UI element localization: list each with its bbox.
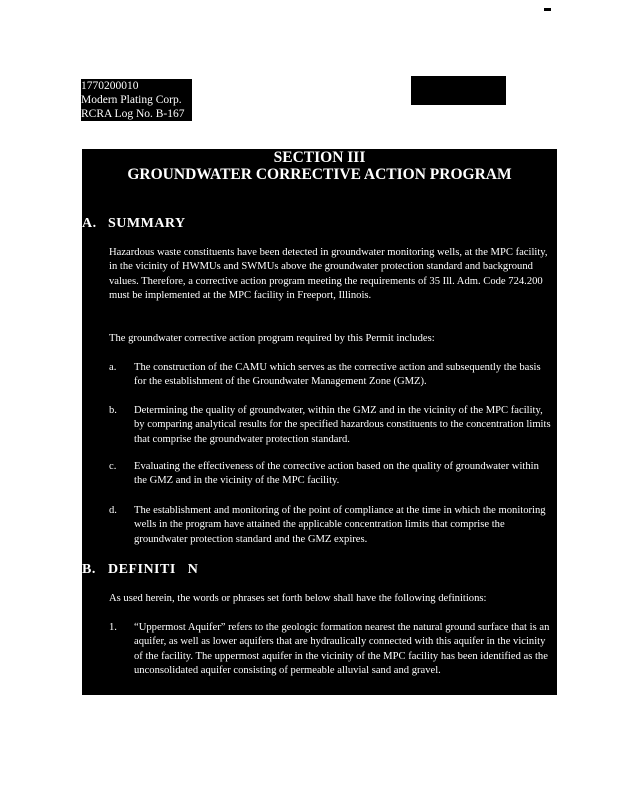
summary-heading-text: SUMMARY	[108, 216, 186, 231]
list-item	[109, 460, 553, 489]
redaction-box	[411, 76, 506, 105]
summary-heading	[82, 216, 186, 232]
document-body	[82, 149, 557, 695]
definitions-intro: As used herein, the words or phrases set forth below shall have the following definitions:	[109, 593, 487, 604]
definitions-heading-text: DEFINITI N	[108, 562, 199, 577]
list-item-label: b.	[109, 405, 117, 416]
list-item-text: The establishment and monitoring of the point of compliance at the time in which the monitoring wells in the program have attained the applicable concentration limits that comprise the groundwater protection standard and the GMZ expires.	[134, 505, 546, 545]
summary-letter: A.	[82, 216, 97, 231]
definition-item-text: “Uppermost Aquifer” refers to the geologic formation nearest the natural ground surface that is an aquifer, as well as lower aquifers that are hydraulically connected with this aquifer in the vicinity of the facility. The uppermost aquifer in the vicinity of the MPC facility has been identified as the unconsolidated aquifer consisting of permeable alluvial sand and gravel.	[134, 622, 550, 677]
section-title: SECTION III	[273, 149, 366, 166]
definition-item-label: 1.	[109, 622, 117, 633]
document-header-block	[81, 79, 192, 121]
summary-includes: The groundwater corrective action program required by this Permit includes:	[109, 333, 435, 344]
log-number: RCRA Log No. B-167	[81, 108, 185, 120]
scan-mark	[544, 8, 551, 11]
company-name: Modern Plating Corp.	[81, 94, 182, 106]
list-item	[109, 404, 553, 447]
list-item-label: d.	[109, 505, 117, 516]
section-subtitle: GROUNDWATER CORRECTIVE ACTION PROGRAM	[127, 166, 512, 183]
document-id: 1770200010	[81, 80, 139, 92]
list-item-label: c.	[109, 461, 117, 472]
list-item-label: a.	[109, 362, 117, 373]
list-item-text: Evaluating the effectiveness of the corrective action based on the quality of groundwater within the GMZ and in the vicinity of the MPC facility.	[134, 461, 539, 487]
definitions-letter: B.	[82, 562, 96, 577]
definition-item	[109, 621, 553, 679]
list-item-text: The construction of the CAMU which serves as the corrective action and subsequently the basis for the establishment of the Groundwater Management Zone (GMZ).	[134, 362, 541, 388]
list-item	[109, 504, 553, 547]
list-item-text: Determining the quality of groundwater, within the GMZ and in the vicinity of the MPC facility, by comparing analytical results for the specified hazardous constituents to the concentration limits that comprise the groundwater protection standard.	[134, 405, 551, 445]
definitions-heading	[82, 562, 198, 578]
list-item	[109, 361, 553, 390]
summary-paragraph: Hazardous waste constituents have been detected in groundwater monitoring wells, at the MPC facility, in the vicinity of HWMUs and SWMUs above the groundwater protection standard and background values. Therefore, a corrective action program meeting the requirements of 35 Ill. Adm. Code 724.200 must be implemented at the MPC facility in Freeport, Illinois.	[109, 247, 548, 302]
